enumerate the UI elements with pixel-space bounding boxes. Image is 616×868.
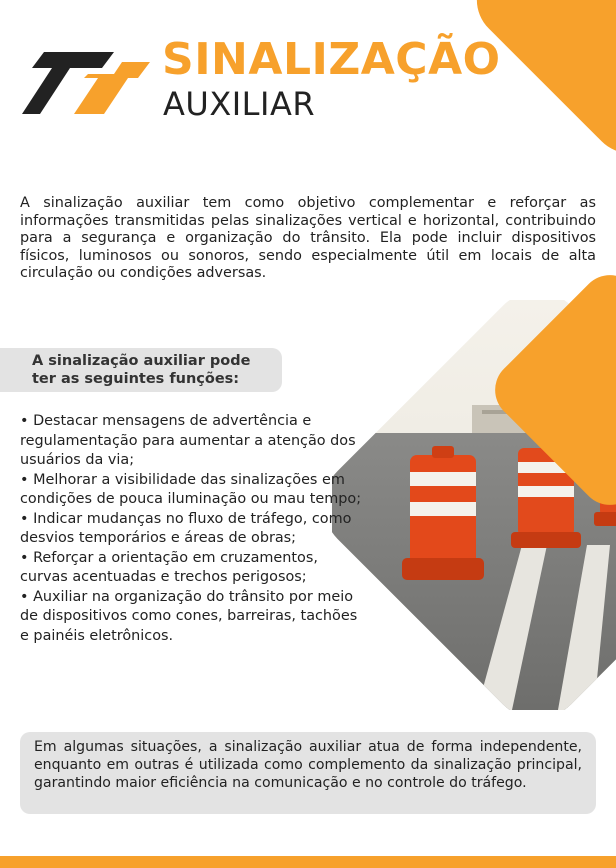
list-item: • Auxiliar na organização do trânsito por meio de dispositivos como cones, barreiras, tachões e painéis eletrônicos. xyxy=(20,588,358,644)
note-paragraph: Em algumas situações, a sinalização auxiliar atua de forma independente, enquanto em outras é utilizada como complemento da sinalização principal, garantindo maior eficiência na comunicação e no controle do tráfego. xyxy=(34,739,582,791)
list-item: • Indicar mudanças no fluxo de tráfego, como desvios temporários e áreas de obras; xyxy=(20,510,352,546)
tt-brand-logo-icon xyxy=(22,52,150,114)
page-title: SINALIZAÇÃO xyxy=(162,34,501,85)
list-item: • Reforçar a orientação em cruzamentos, curvas acentuadas e trechos perigosos; xyxy=(20,549,318,585)
page-subtitle: AUXILIAR xyxy=(163,85,316,123)
intro-paragraph: A sinalização auxiliar tem como objetivo complementar e reforçar as informações transmitidas pelas sinalizações vertical e horizontal, contribuindo para a segurança e organização do trânsito. Ela pode incluir dispositivos físicos, luminosos ou sonoros, sendo especialmente útil em locais de alta circulação ou condições adversas. xyxy=(20,195,596,281)
functions-list xyxy=(20,412,365,646)
list-item: • Melhorar a visibilidade das sinalizações em condições de pouca iluminação ou mau tempo; xyxy=(20,471,362,507)
footer-bar xyxy=(0,856,616,868)
functions-heading: A sinalização auxiliar pode ter as seguintes funções: xyxy=(32,353,251,387)
list-item: • Destacar mensagens de advertência e regulamentação para aumentar a atenção dos usuários da via; xyxy=(20,413,356,468)
